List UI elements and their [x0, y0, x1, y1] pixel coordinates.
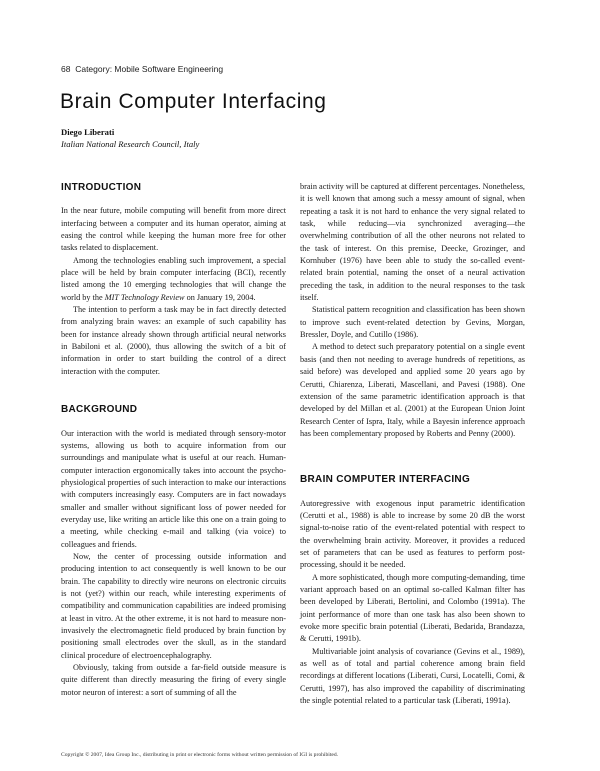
- background-paragraph-3-continued: brain activity will be captured at different percentages. Nonetheless, it is well known that among such a messy amount of signal, when repeating a task it is not hard to enhance the very signal related to task, while reducing—via synchronized averaging—the overwhelming contribution of all the other neurons not related to the task of interest. On this premise, Deecke, Grozinger, and Kornhuber (1976) have been able to study the so-called event-related brain potential, naming the onset of a neural activation preceding the task, in addition to the neural responses to the task itself.: [300, 182, 525, 303]
- journal-name: MIT Technology Review: [104, 292, 185, 302]
- author-block: [61, 126, 199, 150]
- bci-paragraph-1: Autoregressive with exogenous input parametric identification (Cerutti et al., 1988) is able to increase by some 20 dB the worst signal-to-noise ratio of the event-related potential with respect to the overwhelming brain activity. Moreover, it provides a reduced set of parameters that can be used as features to perform post-processing, should it be needed.: [300, 498, 525, 570]
- intro-paragraph-3: The intention to perform a task may be in fact directly detected from analyzing brain waves: an example of such capability has been for instance already shown through artificial neural networks in Babiloni et al. (2000), thus allowing the switch of a bit of information in order to start building the control of a direct interaction with the computer.: [61, 305, 286, 376]
- page-category: Category: Mobile Software Engineering: [75, 64, 224, 74]
- heading-bci: BRAIN COMPUTER INTERFACING: [300, 474, 471, 486]
- article-title: Brain Computer Interfacing: [60, 90, 327, 113]
- background-paragraph-2: Now, the center of processing outside information and producing intention to act consequently is well known to be our brain. The capability to directly wire neurons on electronic circuits is not (yet?) within our reach, while interesting experiments of compatibility and communication capabilities are indeed promising at least in vitro. At the other extreme, it is not hard to measure non-invasively the electromagnetic field produced by brain function by positioning small electrodes over the skull, as in the standard clinical procedure of electroencephalography.: [61, 551, 286, 660]
- intro-paragraph-1: In the near future, mobile computing will benefit from more direct interfacing between a computer and its human operator, aiming at easing the control while keeping the human more free for other tasks related to displacement.: [61, 206, 286, 253]
- heading-introduction: INTRODUCTION: [61, 182, 142, 193]
- bci-paragraph-2: A more sophisticated, though more computing-demanding, time variant approach based on an optimal so-called Kalman filter has been developed by Liberati, Bertolini, and Colombo (1991a). The joint performance of more than one task has also been shown to evoke more specific brain potential (Liberati, Bedarida, Brandazza, & Cerutti, 1991b).: [300, 572, 525, 644]
- page-number: 68: [61, 64, 71, 74]
- background-paragraph-3: Obviously, taking from outside a far-field outside measure is quite different than directly measuring the firing of every single motor neuron of interest: a sort of summing of all the: [61, 663, 286, 697]
- heading-background: BACKGROUND: [61, 404, 138, 416]
- right-column: [300, 181, 525, 707]
- bci-paragraph-3: Multivariable joint analysis of covariance (Gevins et al., 1989), as well as of total and partial coherence among brain field recordings at different locations (Liberati, Cursi, Locatelli, Comi, & Cerutti, 1997), has also improved the capability of discriminating the single potential related to a particular task (Liberati, 1991a).: [300, 646, 525, 706]
- left-column: [61, 181, 286, 699]
- background-paragraph-1: Our interaction with the world is mediated through sensory-motor systems, allowing us both to acquire information from our surroundings and manipulate what is useful at our reach. Human-computer interaction ergonomically takes into account the psycho-physiological properties of such interaction to make our interactions with computers increasingly easy. Computers are in fact nowadays smaller and smaller without significant loss of power needed for everyday use, like writing an article like this one on a train going to a meeting, while checking e-mail and talking (via voice) to colleagues and friends.: [61, 428, 286, 549]
- background-paragraph-4: Statistical pattern recognition and classification has been shown to improve such event-related detection by Gevins, Morgan, Bressler, Doyle, and Cutillo (1986).: [300, 305, 525, 340]
- intro-paragraph-2: Among the technologies enabling such improvement, a special place will be held by brain computer interfacing (BCI), recently listed among the 10 emerging technologies that will change the world by the MIT Technology Review on January 19, 2004.: [61, 255, 286, 302]
- author-affiliation: Italian National Research Council, Italy: [61, 139, 200, 149]
- author-name: Diego Liberati: [61, 127, 115, 137]
- running-header: [61, 64, 223, 74]
- copyright-footer: Copyright © 2007, Idea Group Inc., distributing in print or electronic forms without written permission of IGI is prohibited.: [61, 752, 339, 758]
- background-paragraph-5: A method to detect such preparatory potential on a single event basis (and then not needing to average hundreds of repetitions, as said before) was developed and applied some 20 years ago by Cerutti, Chiarenza, Liberati, Mascellani, and Pavesi (1988). One extension of the same parametric identification approach is that developed by del Millan et al. (2001) at the European Union Joint Research Center of Ispra, Italy, while a Bayesin inference approach has been complementary proposed by Roberts and Penny (2000).: [300, 342, 525, 438]
